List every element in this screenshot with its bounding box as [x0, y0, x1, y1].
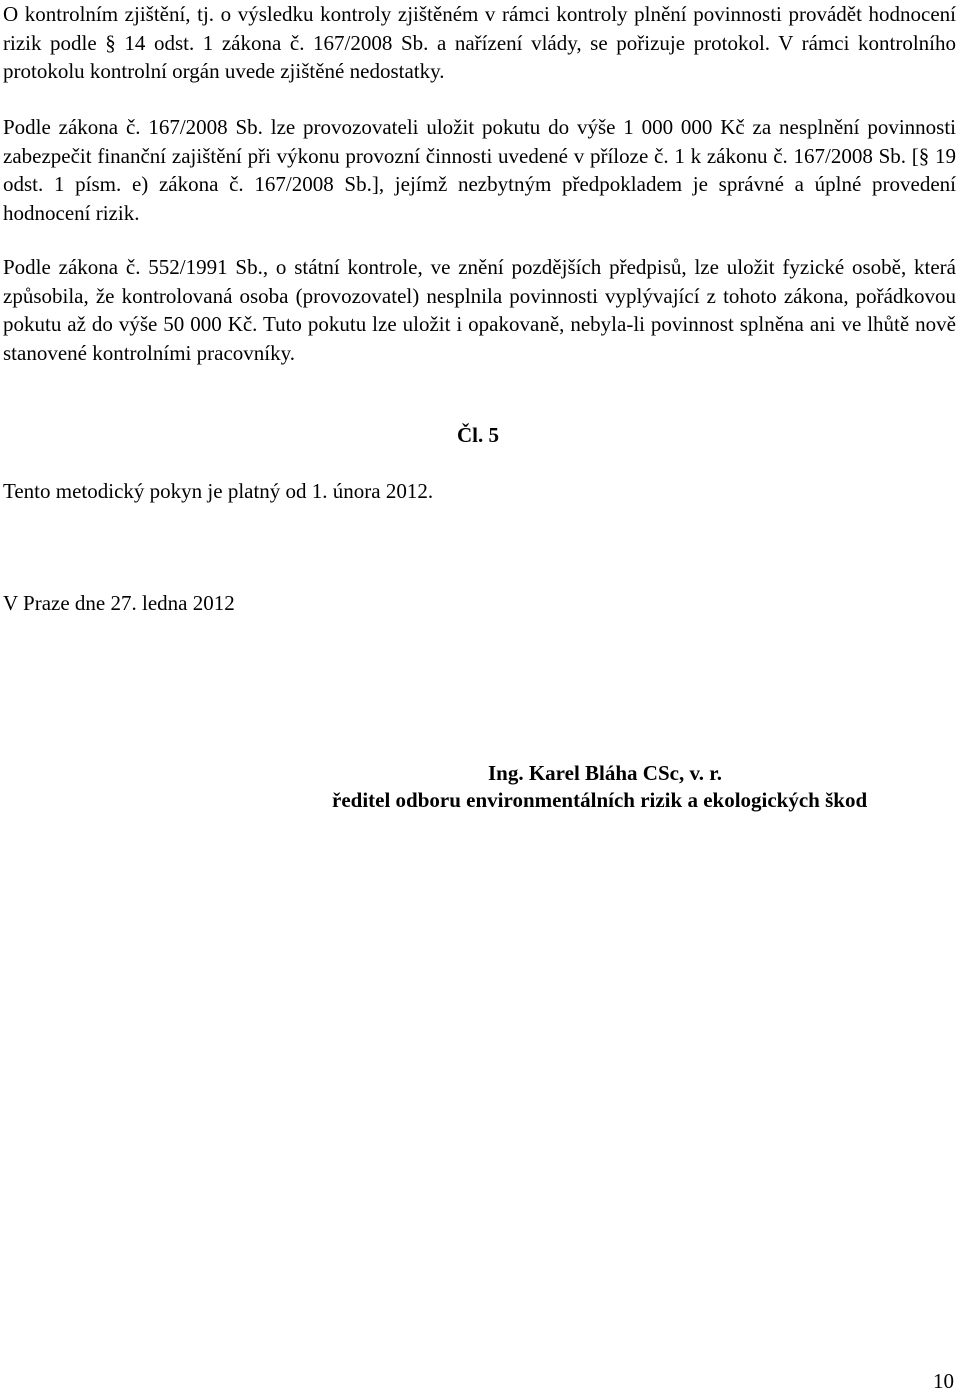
- signatory-name: Ing. Karel Bláha CSc, v. r.: [488, 761, 722, 785]
- paragraph-fine-act-167: Podle zákona č. 167/2008 Sb. lze provozovateli uložit pokutu do výše 1 000 000 Kč za nesplnění povinnosti zabezpečit finanční zajištění při výkonu provozní činnosti uvedené v příloze č. 1 k zákonu č. 167/2008 Sb. [§ 19 odst. 1 písm. e) zákona č. 167/2008 Sb.], jejímž nezbytným předpokladem je správné a úplné provedení hodnocení rizik.: [3, 115, 956, 225]
- page-number: 10: [933, 1369, 954, 1393]
- article-heading-text: Čl. 5: [457, 423, 499, 447]
- signatory-title: ředitel odboru environmentálních rizik a ekologických škod: [332, 788, 868, 812]
- paragraph-fine-act-552: Podle zákona č. 552/1991 Sb., o státní kontrole, ve znění pozdějších předpisů, lze uložit fyzické osobě, která způsobila, že kontrolovaná osoba (provozovatel) nesplnila povinnosti vyplývající z tohoto zákona, pořádkovou pokutu až do výše 50 000 Kč. Tuto pokutu lze uložit i opakovaně, nebyla-li povinnost splněna ani ve lhůtě nově stanovené kontrolními pracovníky.: [3, 255, 956, 365]
- place-and-date: V Praze dne 27. ledna 2012: [3, 591, 235, 615]
- paragraph-control-findings: O kontrolním zjištění, tj. o výsledku kontroly zjištěném v rámci kontroly plnění povinnosti provádět hodnocení rizik podle § 14 odst. 1 zákona č. 167/2008 Sb. a nařízení vlády, se pořizuje protokol. V rámci kontrolního protokolu kontrolní orgán uvede zjištěné nedostatky.: [3, 2, 956, 83]
- validity-statement: Tento metodický pokyn je platný od 1. února 2012.: [3, 479, 434, 503]
